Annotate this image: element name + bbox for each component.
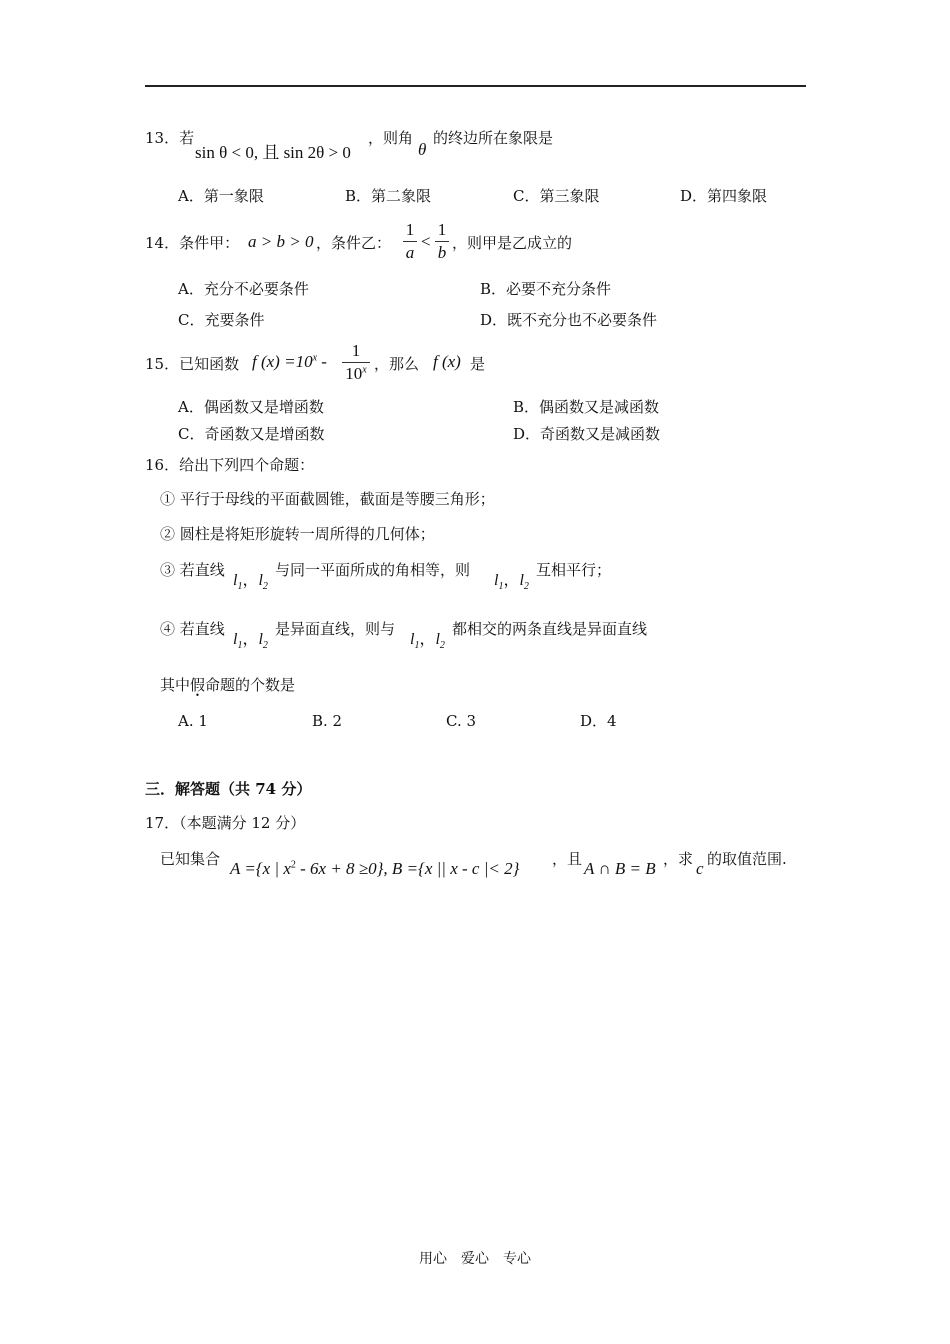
q16-option-a: A. 1 bbox=[178, 712, 208, 730]
q15-fx2: f (x) bbox=[433, 352, 461, 371]
subscript-1: 1 bbox=[237, 581, 243, 593]
line-l1: l bbox=[494, 572, 499, 589]
q13-tail: 的终边所在象限是 bbox=[433, 129, 554, 147]
q15-minus: - bbox=[321, 352, 327, 371]
q14-condition-a: a > b > 0 bbox=[248, 232, 314, 251]
line-l1: l bbox=[233, 631, 238, 648]
q15-denominator-exponent: x bbox=[362, 364, 367, 376]
q16-ask-suffix: 命题的个数是 bbox=[205, 676, 296, 694]
section-3-heading: 三．解答题（共 74 分） bbox=[145, 780, 312, 798]
q14-option-b: B．必要不充分条件 bbox=[480, 280, 612, 298]
subscript-2: 2 bbox=[262, 640, 268, 652]
q15-option-c: C．奇函数又是增函数 bbox=[178, 425, 325, 443]
emphasis-dot-char: 假 bbox=[190, 676, 206, 694]
line-l2: l bbox=[435, 631, 440, 648]
q14-less-than: < bbox=[421, 232, 431, 251]
comma: ， bbox=[419, 631, 436, 648]
q14-tail: ，则甲是乙成立的 bbox=[452, 234, 573, 252]
q17-set-a-b: - 6x + 8 ≥0}, B ={x || x - c |< 2} bbox=[295, 859, 520, 878]
q15-option-d: D．奇函数又是减函数 bbox=[513, 425, 661, 443]
q15-option-b: B．偶函数又是减函数 bbox=[513, 398, 660, 416]
q14-option-c: C．充要条件 bbox=[178, 311, 265, 329]
q17-condition: A ∩ B = B bbox=[584, 859, 656, 878]
q16-option-b: B. 2 bbox=[312, 712, 343, 730]
q15-mid: ，那么 bbox=[374, 355, 420, 373]
q13-mid-text: ，则角 bbox=[368, 129, 414, 147]
line-l1: l bbox=[233, 572, 238, 589]
q14-fraction-1-over-b bbox=[435, 220, 449, 263]
q15-frac-denominator: 10 bbox=[345, 364, 363, 383]
q16-p3-lines-1 bbox=[233, 567, 268, 592]
q15-fraction bbox=[342, 341, 370, 384]
q16-proposition-3-mid: 与同一平面所成的角相等，则 bbox=[275, 561, 471, 579]
q14-frac-b-denominator: b bbox=[437, 243, 447, 262]
q17-set-definitions bbox=[230, 859, 519, 879]
comma: ， bbox=[242, 572, 259, 589]
subscript-1: 1 bbox=[498, 581, 504, 593]
fraction-bar bbox=[403, 241, 417, 242]
subscript-1: 1 bbox=[414, 640, 420, 652]
q16-proposition-1: ① 平行于母线的平面截圆锥，截面是等腰三角形； bbox=[160, 490, 495, 508]
q15-fx-expression: f (x) =10 bbox=[252, 352, 313, 371]
q14-number: 14．条件甲： bbox=[145, 234, 240, 252]
q16-ask-prefix: 其中 bbox=[160, 676, 191, 694]
fraction-bar bbox=[342, 362, 370, 363]
q16-stem: 16．给出下列四个命题： bbox=[145, 456, 315, 474]
comma: ， bbox=[503, 572, 520, 589]
q13-option-d: D．第四象限 bbox=[680, 187, 768, 205]
q17-number: 17．（本题满分 12 分） bbox=[145, 814, 306, 832]
line-l2: l bbox=[258, 572, 263, 589]
q16-proposition-3-start: ③ 若直线 bbox=[160, 561, 225, 579]
q16-p3-lines-2 bbox=[494, 567, 529, 592]
q14-mid: ，条件乙： bbox=[316, 234, 392, 252]
q14-option-d: D．既不充分也不必要条件 bbox=[480, 311, 658, 329]
subscript-2: 2 bbox=[523, 581, 529, 593]
q17-variable-c: c bbox=[696, 859, 704, 878]
line-l2: l bbox=[258, 631, 263, 648]
fraction-bar bbox=[435, 241, 449, 242]
q15-tail: 是 bbox=[470, 355, 486, 373]
q16-option-c: C. 3 bbox=[446, 712, 477, 730]
q13-option-c: C．第三象限 bbox=[513, 187, 600, 205]
q16-proposition-4-mid: 是异面直线，则与 bbox=[275, 620, 396, 638]
q15-number: 15．已知函数 bbox=[145, 355, 240, 373]
line-l1: l bbox=[410, 631, 415, 648]
page-footer: 用心 爱心 专心 bbox=[419, 1251, 531, 1267]
subscript-2: 2 bbox=[262, 581, 268, 593]
q17-set-a-start: A ={x | x bbox=[230, 859, 291, 878]
q16-proposition-3-end: 互相平行； bbox=[536, 561, 612, 579]
q17-and: ，且 bbox=[552, 850, 583, 868]
q16-p4-lines-1 bbox=[233, 626, 268, 651]
q16-proposition-2: ② 圆柱是将矩形旋转一周所得的几何体； bbox=[160, 525, 435, 543]
q16-proposition-4-end: 都相交的两条直线是异面直线 bbox=[452, 620, 648, 638]
q16-p4-lines-2 bbox=[410, 626, 445, 651]
q14-option-a: A．充分不必要条件 bbox=[178, 280, 309, 298]
q14-frac-a-numerator: 1 bbox=[405, 220, 415, 239]
subscript-2: 2 bbox=[439, 640, 445, 652]
comma: ， bbox=[242, 631, 259, 648]
q13-expression: sin θ < 0, 且 sin 2θ > 0 bbox=[195, 143, 351, 162]
q17-square: 2 bbox=[290, 859, 296, 871]
q14-frac-a-denominator: a bbox=[405, 243, 415, 262]
q15-option-a: A．偶函数又是增函数 bbox=[178, 398, 324, 416]
q14-fraction-1-over-a bbox=[403, 220, 417, 263]
q13-option-a: A．第一象限 bbox=[178, 187, 264, 205]
q15-frac-numerator: 1 bbox=[351, 341, 361, 360]
line-l2: l bbox=[519, 572, 524, 589]
q17-ask: ，求 bbox=[663, 850, 694, 868]
q13-stem bbox=[145, 128, 194, 148]
q14-frac-b-numerator: 1 bbox=[437, 220, 447, 239]
q17-pre: 已知集合 bbox=[160, 850, 221, 868]
q16-proposition-4-start: ④ 若直线 bbox=[160, 620, 225, 638]
q15-exponent-x: x bbox=[312, 352, 318, 364]
q13-theta: θ bbox=[418, 140, 427, 159]
q16-question bbox=[160, 675, 295, 695]
q15-function bbox=[252, 352, 327, 372]
q13-number: 13．若 bbox=[145, 129, 195, 147]
header-rule bbox=[145, 85, 806, 87]
q13-option-b: B．第二象限 bbox=[345, 187, 432, 205]
q16-option-d: D．4 bbox=[580, 712, 617, 730]
q17-tail: 的取值范围. bbox=[707, 850, 787, 868]
subscript-1: 1 bbox=[237, 640, 243, 652]
